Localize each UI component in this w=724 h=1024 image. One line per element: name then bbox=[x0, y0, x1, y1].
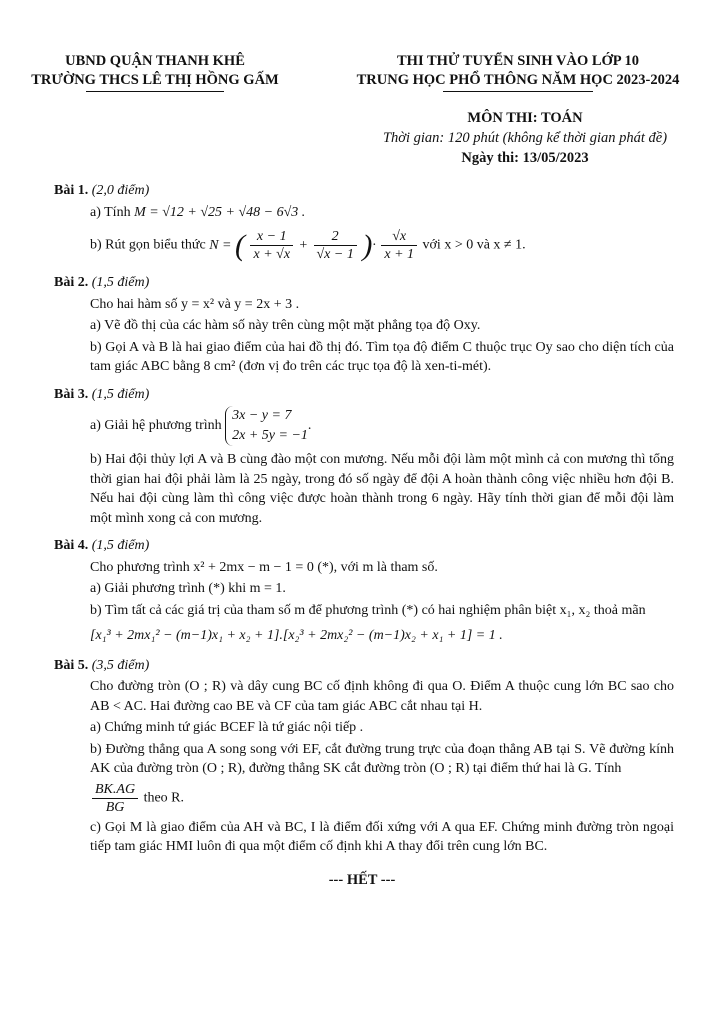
end-marker: --- HẾT --- bbox=[328, 872, 396, 888]
bai5-b-tail: theo R. bbox=[143, 790, 185, 806]
bai4-heading bbox=[54, 536, 674, 556]
bai4-a: a) Giải phương trình (*) khi m = 1. bbox=[90, 581, 286, 596]
bai2-intro: Cho hai hàm số y = x² và y = 2x + 3 . bbox=[90, 296, 300, 312]
bai1-points: (2,0 điểm) bbox=[91, 183, 150, 198]
bai1-a-expr: M = √12 + √25 + √48 − 6√3 . bbox=[134, 204, 306, 220]
bai4-condition: [x₁³ + 2mx₁² − (m−1)x₁ + x₂ + 1].[x₂³ + 2mx₂² − (m−1)x₂ + x₁ + 1] = 1 . bbox=[90, 628, 503, 643]
bai5-b-fraction-line bbox=[54, 781, 674, 816]
bai3-a-label: a) Giải hệ phương trình bbox=[90, 418, 222, 434]
bai3-a: a) Giải hệ phương trình 3x − y = 7 2x + 5y = −1 . bbox=[54, 406, 674, 446]
bai2-label: Bài 2. bbox=[54, 275, 89, 290]
bai1-b-label: b) Rút gọn biểu thức bbox=[90, 237, 206, 253]
bai4-b: b) Tìm tất cả các giá trị của tham số m để phương trình (*) có hai nghiệm phân biệt x₁, x₂ thoả mãn bbox=[90, 602, 646, 618]
bai1-label: Bài 1. bbox=[54, 183, 89, 198]
bai3-equation-system bbox=[225, 406, 308, 446]
bai3-eq2: 2x + 5y = −1 bbox=[232, 428, 308, 443]
bai5-label: Bài 5. bbox=[54, 657, 89, 673]
district-name: UBND QUẬN THANH KHÊ bbox=[65, 53, 245, 69]
bai5-heading bbox=[54, 656, 674, 676]
bai1-heading bbox=[54, 181, 674, 201]
bai5-b-numerator: BK.AG bbox=[92, 781, 138, 799]
exam-info bbox=[330, 108, 720, 168]
bai5-intro: Cho đường tròn (O ; R) và dây cung BC cố định không đi qua O. Điểm A thuộc cung lớn BC sao cho AB < AC. Hai đường cao BE và CF của tam giác ABC cắt nhau tại H. bbox=[90, 679, 674, 714]
header-right bbox=[318, 52, 718, 92]
bai3-points: (1,5 điểm) bbox=[91, 386, 150, 402]
bai5-c: c) Gọi M là giao điểm của AH và BC, I là điểm đối xứng với A qua EF. Chứng minh đường tròn ngoại tiếp tam giác HMI luôn đi qua một điểm cố định khi A thay đổi trên cung lớn BC. bbox=[90, 819, 674, 854]
bai5-b-fraction bbox=[92, 781, 138, 816]
bai1-a bbox=[54, 203, 674, 223]
bai4-points: (1,5 điểm) bbox=[91, 538, 150, 553]
bai4-intro: Cho phương trình x² + 2mx − m − 1 = 0 (*), với m là tham số. bbox=[90, 559, 438, 575]
header-left-underline bbox=[86, 91, 224, 92]
bai3-b: b) Hai đội thủy lợi A và B cùng đào một con mương. Nếu mỗi đội làm một mình cả con mương thì tổng thời gian hai đội phải làm là 25 ngày, trong đó số ngày để đội A hoàn thành công việc nhiều hơn đội B. Nếu hai đội cùng làm thì công việc được hoàn thành trong 6 ngày. Hãy tính thời gian để mỗi đội làm một mình xong cả con mương. bbox=[90, 452, 674, 526]
exam-date: Ngày thi: 13/05/2023 bbox=[461, 150, 589, 166]
exam-subtitle: TRUNG HỌC PHỔ THÔNG NĂM HỌC 2023-2024 bbox=[356, 72, 680, 88]
bai2-heading bbox=[54, 273, 674, 293]
bai5-a: a) Chứng minh tứ giác BCEF là tứ giác nội tiếp . bbox=[90, 720, 364, 735]
bai5-b: b) Đường thẳng qua A song song với EF, cắt đường trung trực của đoạn thẳng AB tại S. Vẽ đường kính AK của đường tròn (O ; R), đường thẳng SK cắt đường tròn (O ; R) tại điểm thứ hai là G. Tính bbox=[90, 741, 674, 776]
bai2-b: b) Gọi A và B là hai giao điểm của hai đồ thị đó. Tìm tọa độ điểm C thuộc trục Oy sao cho diện tích của tam giác ABC bằng 8 cm² (đơn vị đo trên các trục tọa độ là xen-ti-mét). bbox=[90, 339, 674, 374]
bai3-eq1: 3x − y = 7 bbox=[232, 408, 292, 423]
school-name: TRƯỜNG THCS LÊ THỊ HỒNG GẤM bbox=[31, 72, 279, 88]
bai1-b-condition: với x > 0 và x ≠ 1. bbox=[422, 237, 526, 253]
header-right-underline bbox=[443, 91, 593, 92]
bai1-a-label: a) Tính bbox=[90, 204, 131, 220]
bai2-points: (1,5 điểm) bbox=[91, 275, 150, 290]
exam-content bbox=[54, 175, 674, 859]
exam-subject: MÔN THI: TOÁN bbox=[467, 110, 583, 126]
bai1-b bbox=[54, 228, 674, 263]
header-left bbox=[30, 52, 280, 92]
bai5-points: (3,5 điểm) bbox=[91, 657, 150, 673]
bai4-label: Bài 4. bbox=[54, 538, 89, 553]
bai2-a: a) Vẽ đồ thị của các hàm số này trên cùng một mặt phẳng tọa độ Oxy. bbox=[90, 318, 481, 333]
bai1-b-expr: N = ( $\frac{x - 1}{x + √x}$ + $\frac{2}{√x - 1}$ )· $\frac{√x}{x + 1}$ bbox=[209, 238, 422, 253]
bai5-b-denominator: BG bbox=[105, 799, 125, 815]
exam-title: THI THỬ TUYỂN SINH VÀO LỚP 10 bbox=[397, 53, 639, 69]
bai3-heading bbox=[54, 385, 674, 405]
bai3-label: Bài 3. bbox=[54, 386, 89, 402]
exam-time: Thời gian: 120 phút (không kể thời gian phát đề) bbox=[382, 130, 668, 146]
